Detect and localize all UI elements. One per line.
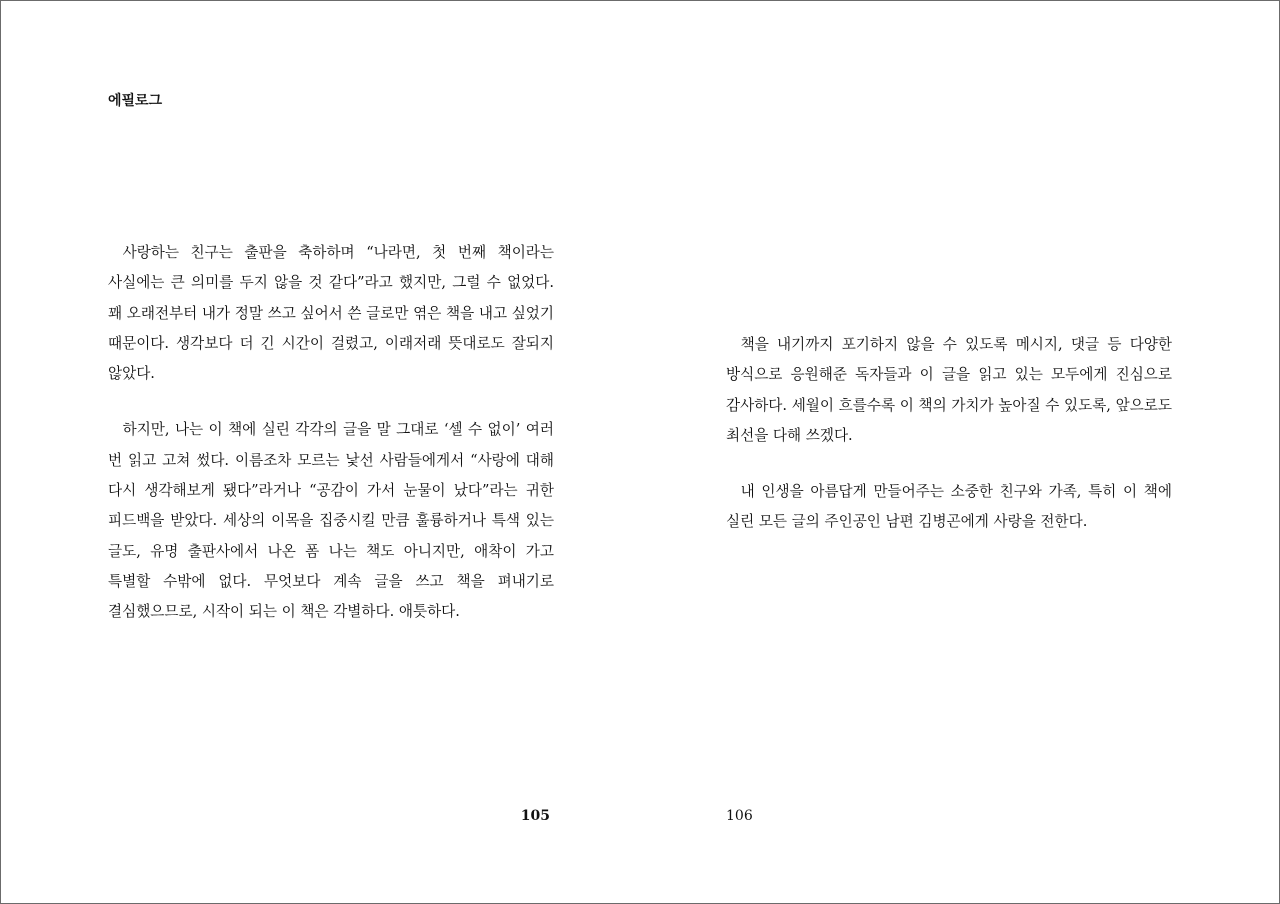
page-number: 106 <box>726 808 753 824</box>
paragraph: 책을 내기까지 포기하지 않을 수 있도록 메시지, 댓글 등 다양한 방식으로 응원해준 독자들과 이 글을 읽고 있는 모두에게 진심으로 감사하다. 세월이 흐를수록 이 책의 가치가 높아질 수 있도록, 앞으로도 최선을 다해 쓰겠다. <box>726 336 1172 444</box>
left-page-body <box>108 238 554 654</box>
chapter-title: 에필로그 <box>108 93 163 109</box>
right-page <box>726 0 1172 904</box>
page-number: 105 <box>520 808 550 824</box>
paragraph: 하지만, 나는 이 책에 실린 각각의 글을 말 그대로 ‘셀 수 없이’ 여러 번 읽고 고쳐 썼다. 이름조차 모르는 낯선 사람들에게서 “사랑에 대해 다시 생각해보게 됐다”라거나 “공감이 가서 눈물이 났다”라는 귀한 피드백을 받았다. 세상의 이목을 집중시킬 만큼 훌륭하거나 특색 있는 글도, 유명 출판사에서 나온 폼 나는 책도 아니지만, 애착이 가고 특별할 수밖에 없다. 무엇보다 계속 글을 쓰고 책을 펴내기로 결심했으므로, 시작이 되는 이 책은 각별하다. 애틋하다. <box>108 421 554 621</box>
left-page <box>108 0 554 904</box>
paragraph: 사랑하는 친구는 출판을 축하하며 “나라면, 첫 번째 책이라는 사실에는 큰 의미를 두지 않을 것 같다”라고 했지만, 그럴 수 없었다. 꽤 오래전부터 내가 정말 쓰고 싶어서 쓴 글로만 엮은 책을 내고 싶었기 때문이다. 생각보다 더 긴 시간이 걸렸고, 이래저래 뜻대로도 잘되지 않았다. <box>108 244 554 383</box>
paragraph: 내 인생을 아름답게 만들어주는 소중한 친구와 가족, 특히 이 책에 실린 모든 글의 주인공인 남편 김병곤에게 사랑을 전한다. <box>726 483 1172 531</box>
right-page-body <box>726 330 1172 564</box>
